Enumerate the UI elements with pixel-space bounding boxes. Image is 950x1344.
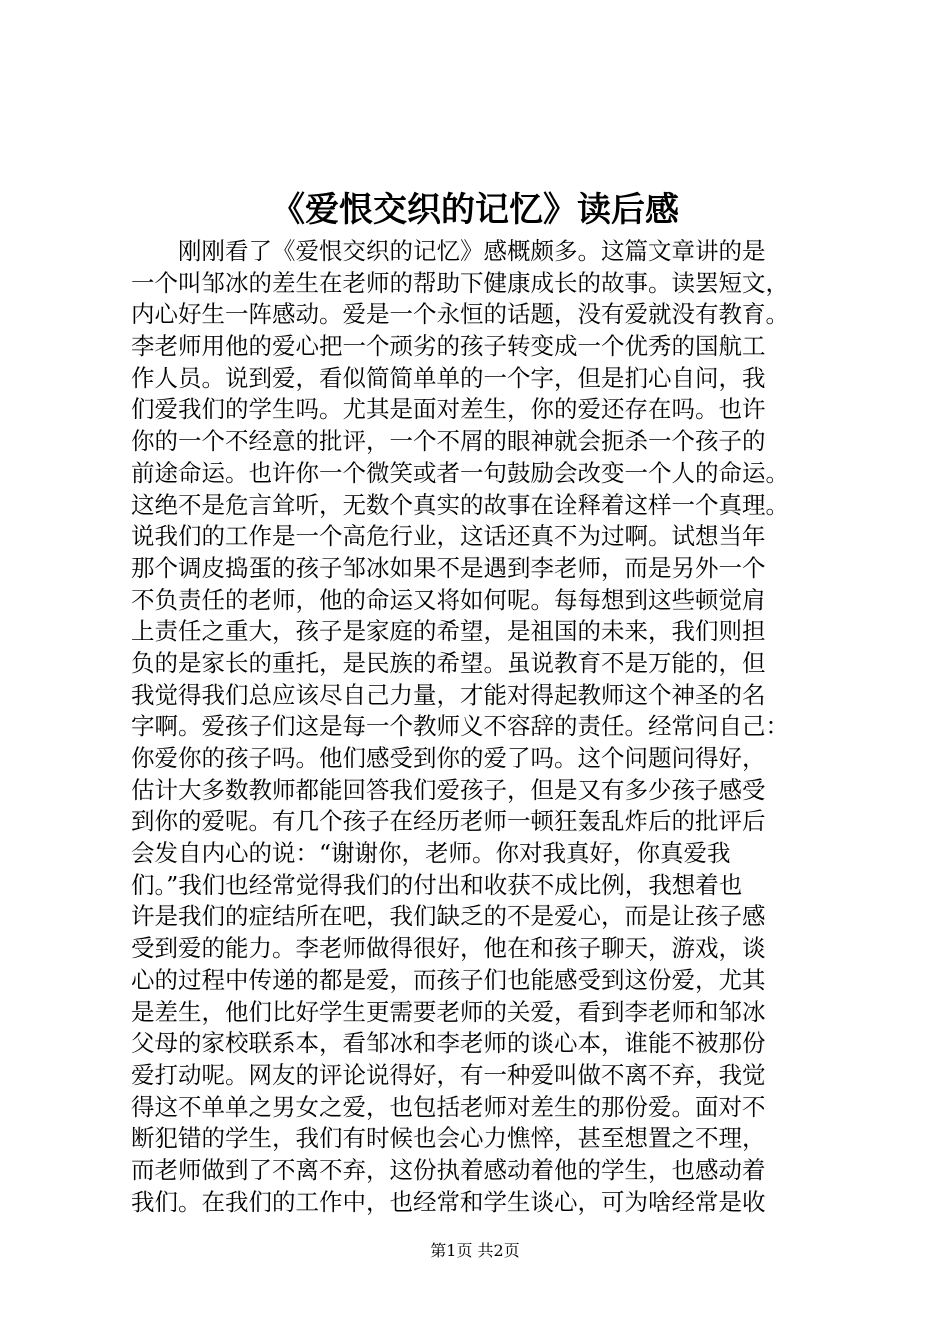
text-line: 是差生，他们比好学生更需要老师的关爱，看到李老师和邹冰: [131, 997, 766, 1026]
text-line: 估计大多数教师都能回答我们爱孩子，但是又有多少孩子感受: [131, 775, 766, 804]
text-line: 们爱我们的学生吗。尤其是面对差生，你的爱还存在吗。也许: [131, 395, 766, 424]
text-line: 内心好生一阵感动。爱是一个永恒的话题，没有爱就没有教育。: [131, 300, 789, 329]
text-line: 你的一个不经意的批评，一个不屑的眼神就会扼杀一个孩子的: [131, 427, 766, 456]
text-line: 而老师做到了不离不弃，这份执着感动着他的学生，也感动着: [131, 1155, 766, 1184]
text-line: 前途命运。也许你一个微笑或者一句鼓励会改变一个人的命运。: [131, 458, 789, 487]
text-line: 会发自内心的说：“谢谢你，老师。你对我真好，你真爱我: [131, 839, 731, 868]
text-line: 那个调皮捣蛋的孩子邹冰如果不是遇到李老师，而是另外一个: [131, 553, 766, 582]
document-title: 《爱恨交织的记忆》读后感: [271, 190, 679, 230]
text-line: 得这不单单之男女之爱，也包括老师对差生的那份爱。面对不: [131, 1092, 766, 1121]
text-line: 刚刚看了《爱恨交织的记忆》感概颇多。这篇文章讲的是: [178, 237, 766, 265]
text-line: 我觉得我们总应该尽自己力量，才能对得起教师这个神圣的名: [131, 680, 766, 709]
document-body: [131, 236, 831, 1218]
page-footer: 第1页 共2页: [430, 1241, 520, 1260]
text-line: 李老师用他的爱心把一个顽劣的孩子转变成一个优秀的国航工: [131, 332, 766, 361]
text-line: 许是我们的症结所在吧，我们缺乏的不是爱心，而是让孩子感: [131, 902, 766, 931]
text-line: 我们。在我们的工作中，也经常和学生谈心，可为啥经常是收: [131, 1187, 766, 1216]
text-line: 到你的爱呢。有几个孩子在经历老师一顿狂轰乱炸后的批评后: [131, 807, 766, 836]
text-line: 心的过程中传递的都是爱，而孩子们也能感受到这份爱，尤其: [131, 965, 766, 994]
text-line: 不负责任的老师，他的命运又将如何呢。每每想到这些顿觉肩: [131, 585, 766, 614]
text-line: 上责任之重大，孩子是家庭的希望，是祖国的未来，我们则担: [131, 617, 766, 646]
text-line: 受到爱的能力。李老师做得很好，他在和孩子聊天，游戏，谈: [131, 934, 766, 963]
text-line: 字啊。爱孩子们这是每一个教师义不容辞的责任。经常问自己：: [131, 712, 789, 741]
text-line: 一个叫邹冰的差生在老师的帮助下健康成长的故事。读罢短文，: [131, 268, 789, 297]
text-line: 作人员。说到爱，看似简简单单的一个字，但是扪心自问，我: [131, 363, 766, 392]
text-line: 父母的家校联系本，看邹冰和李老师的谈心本，谁能不被那份: [131, 1029, 766, 1058]
text-line: 负的是家长的重托，是民族的希望。虽说教育不是万能的，但: [131, 648, 766, 677]
text-line: 爱打动呢。网友的评论说得好，有一种爱叫做不离不弃，我觉: [131, 1060, 766, 1089]
text-line: 断犯错的学生，我们有时候也会心力憔悴，甚至想置之不理，: [131, 1124, 766, 1153]
text-line: 这绝不是危言耸听，无数个真实的故事在诠释着这样一个真理。: [131, 490, 789, 519]
text-line: 们。”我们也经常觉得我们的付出和收获不成比例，我想着也: [131, 870, 743, 899]
text-line: 你爱你的孩子吗。他们感受到你的爱了吗。这个问题问得好，: [131, 744, 766, 772]
text-line: 说我们的工作是一个高危行业，这话还真不为过啊。试想当年: [131, 522, 766, 551]
